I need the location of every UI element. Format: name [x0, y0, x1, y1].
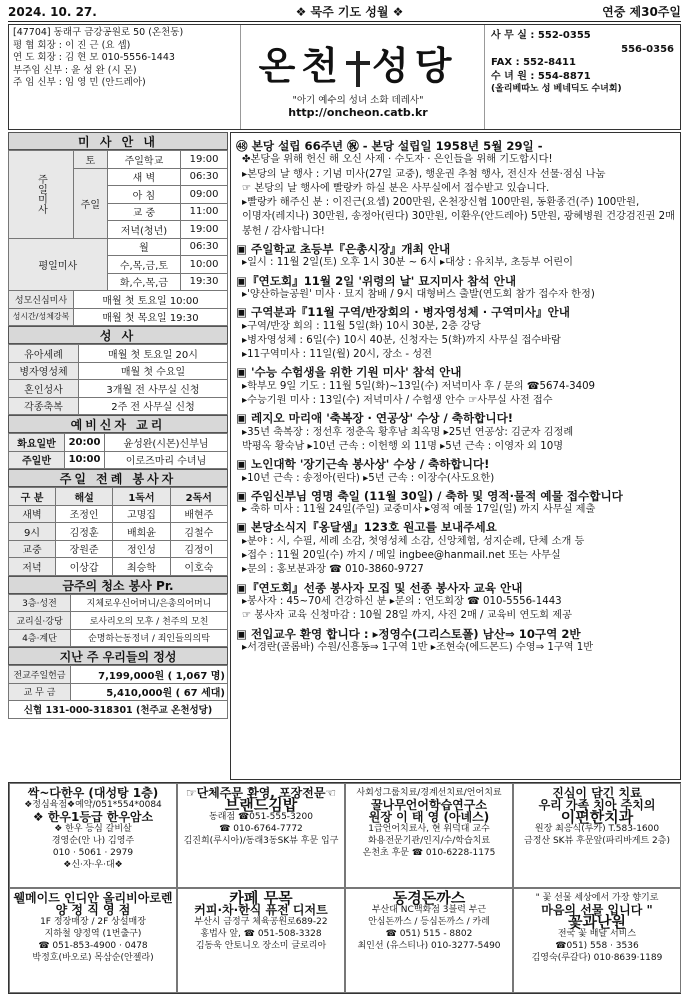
header: [8, 24, 681, 130]
ad-line: ☎ 051-853-4900 · 0478: [38, 941, 148, 951]
servers-header: 2독서: [170, 488, 227, 506]
servers-title: 주일 전례 봉사자: [8, 469, 228, 487]
parish-logo: [243, 25, 473, 129]
news-heading: ▣ 주일학교 초등부『은총시장』개최 안내: [236, 242, 451, 257]
class-time: 10:00: [65, 451, 105, 469]
news-line: ▸빨랑카 해주신 분 : 이진근(요셉) 200만원, 온천장신협 100만원, 동환종건(주) 100만원,: [242, 197, 640, 209]
news-line: ▸ 축하 미사 : 11월 24일(주일) 교중미사 ▸영적 예물 17일(일) 까지 사무실 제출: [242, 504, 596, 516]
ad-line: ❖ 한우1등급 한우암소: [32, 810, 154, 824]
servers-header: 구 분: [9, 488, 56, 506]
ad-line: ❖ 한우 등심 갈비살: [54, 824, 132, 834]
sacrament-title: 성 사: [8, 326, 228, 344]
sacrament-table: [8, 344, 228, 415]
advertisement: [177, 783, 345, 888]
mass-name: 교 중: [107, 203, 181, 221]
server-cell: 김정이: [170, 540, 227, 558]
contact-info: [484, 25, 680, 129]
mass-name: 화,수,목,금: [107, 273, 181, 291]
mass-time: 11:00: [181, 203, 228, 221]
offering-type: 전교주일헌금: [9, 666, 71, 684]
cleaning-table: [8, 594, 228, 648]
bank-account: 신협 131-000-318301 (천주교 온천성당): [9, 701, 228, 719]
left-column: [8, 132, 228, 780]
server-cell: 장원준: [55, 540, 112, 558]
servers-table: [8, 487, 228, 576]
catechism-title: 예비신자 교리: [8, 415, 228, 433]
server-cell: 새벽: [9, 505, 56, 523]
ad-line: 꽃과난원: [568, 913, 626, 931]
class-time: 20:00: [65, 434, 105, 452]
advertisement: [345, 888, 513, 993]
offering-title: 지난 주 우리들의 정성: [8, 647, 228, 665]
news-heading: ▣ 본당소식지『옹달샘』123호 원고를 보내주세요: [236, 520, 497, 535]
mass-group: 주일미사: [9, 151, 74, 239]
news-heading: ▣ 전입교우 환영 합니다 : ▸정영수(그리스토폴) 남산⇒ 10구역 2반: [236, 626, 581, 641]
server-cell: 교중: [9, 540, 56, 558]
adoration-time: 매월 첫 목요일 19:30: [74, 308, 228, 326]
ad-line: 웰메이드 인디안 올리비아로렌: [13, 891, 173, 905]
advertisement: [9, 888, 177, 993]
news-line: ▸문의 : 홍보분과장 ☎ 010-3860-9727: [242, 564, 424, 576]
clean-area: 3층·성전: [9, 594, 71, 612]
class-teacher: 이로즈마리 수녀님: [105, 451, 228, 469]
server-cell: 조정인: [55, 505, 112, 523]
server-cell: 이상갑: [55, 558, 112, 576]
mass-name: 월: [107, 238, 181, 256]
patron-saint: "아기 예수의 성녀 소화 데레사": [292, 95, 424, 106]
mass-group: 평일미사: [9, 238, 108, 291]
ads-area: [8, 782, 681, 994]
adoration-name: 성시간/성체강복: [9, 308, 74, 326]
mass-name: 새 벽: [107, 168, 181, 186]
ad-line: 안심돈까스 / 등심돈까스 / 카레: [368, 917, 490, 927]
news-line: ▸본당의 날 행사 : 기념 미사(27일 교중), 행운권 추첨 행사, 전신자 선물·점심 나눔: [242, 168, 606, 180]
news-heading: ▣ 주임신부님 영명 축일 (11월 30일) / 축하 및 영적·물적 예물 접수합니다: [236, 488, 623, 503]
ad-line: 지하철 양정역 (1번출구): [44, 929, 142, 939]
server-cell: 고명집: [113, 505, 170, 523]
servers-header: 1독서: [113, 488, 170, 506]
server-cell: 이호숙: [170, 558, 227, 576]
ad-line: 부산시 금정구 체육공원로689-22: [194, 917, 328, 927]
mass-title: 미 사 안 내: [8, 132, 228, 150]
server-cell: 정인성: [113, 540, 170, 558]
news-line: ▸수능기원 미사 : 13일(수) 저녁미사 / 수험생 안수 ☞사무실 사전 접수: [242, 395, 553, 407]
advertisement: [513, 783, 681, 888]
ad-line: 김진희(루시아)/동래3동SK뷰 후문 입구: [183, 836, 339, 846]
ad-line: 이편한치과: [560, 808, 634, 826]
clean-area: 4층·계단: [9, 629, 71, 647]
cross-icon: [344, 51, 372, 89]
ad-line: 원장 이 태 영 (아녜스): [368, 810, 490, 824]
ad-line: 브랜드김밥: [224, 796, 298, 814]
mass-name: 주일학교: [107, 151, 181, 169]
ad-line: 경영순(안 나) 김영주: [51, 836, 135, 846]
month-theme: ❖ 묵주 기도 성월 ❖: [295, 5, 404, 19]
advertisement: [513, 888, 681, 993]
mass-day: 주일: [74, 168, 108, 238]
info-line: [47704] 동래구 금강공원로 50 (온천동): [13, 27, 184, 38]
adoration-time: 매월 첫 토요일 10:00: [74, 291, 228, 309]
mass-name: 아 침: [107, 186, 181, 204]
news-line: ▸35년 축복장 : 정선후 정춘옥 황후남 최옥명 ▸25년 연공상: 김군자 김정례: [242, 426, 574, 438]
contact-line: FAX : 552-8411: [491, 57, 576, 68]
news-heading: ▣『연도회』선종 봉사자 모집 및 선종 봉사자 교육 안내: [236, 580, 523, 595]
logo-title: 온천: [258, 43, 344, 88]
ad-line: 1급언어치료사, 현 위덕대 교수: [368, 824, 490, 834]
clean-group: 순명하는동정녀 / 죄인들의의탁: [71, 629, 228, 647]
offering-type: 교 무 금: [9, 683, 71, 701]
sacrament-info: 2주 전 사무실 신청: [79, 397, 228, 415]
catechism-table: [8, 433, 228, 469]
ad-line: 김동욱 안토니오 장소미 글로리아: [195, 941, 327, 951]
ad-line: 화용전문기관/인지/수/학습치료: [367, 836, 491, 846]
ad-line: 사회성그룹치료/경계선치료/언어치료: [356, 788, 502, 798]
class-name: 주일반: [9, 451, 65, 469]
news-heading: ▣ 레지오 마리애 '축복장 · 연공상' 수상 / 축하합니다!: [236, 411, 514, 426]
news-line: ▸봉사자 : 45~70세 건강하신 분 ▸문의 : 연도회장 ☎ 010-5556-1443: [242, 595, 562, 607]
sacrament-name: 혼인성사: [9, 380, 79, 398]
news-line: 봉헌 / 감사합니다!: [242, 225, 325, 237]
ad-line: 온천초 후문 ☎ 010-6228-1175: [362, 848, 496, 858]
clean-area: 교리실·강당: [9, 612, 71, 630]
liturgical-week: 연중 제30주일: [602, 5, 681, 19]
news-line: ▸일시 : 11월 2일(토) 오후 1시 30분 ~ 6시 ▸대상 : 유치부, 초등부 어린이: [242, 257, 573, 269]
top-bar: [8, 2, 681, 22]
mass-day: 토: [74, 151, 108, 169]
news-line: ▸구역/반장 회의 : 11월 5일(화) 10시 30분, 2층 강당: [242, 320, 481, 332]
news-line: ▸서경란(골롬바) 수원/신흥동⇒ 1구역 1반 ▸조현숙(에드몬드) 수영⇒ 1구역 1반: [242, 641, 594, 653]
ad-line: 동경돈까스: [392, 889, 466, 907]
mass-time: 10:00: [181, 256, 228, 274]
news-heading: ▣ 구역분과『11월 구역/반장회의 · 병자영성체 · 구역미사』안내: [236, 305, 570, 320]
news-line: ▸분야 : 시, 수필, 세례 소감, 첫영성체 소감, 신앙체험, 성지순례, 단체 소개 등: [242, 535, 585, 547]
ad-line: 꿀나무언어학습연구소: [371, 798, 487, 812]
class-name: 화요일반: [9, 434, 65, 452]
sacrament-info: 3개월 전 사무실 신청: [79, 380, 228, 398]
ad-line: 금정산 SK뷰 후문앞(파리바게트 2층): [524, 836, 670, 846]
news-line: 이명자(레지나) 30만원, 송정아(린다) 30만원, 이환우(안드레아) 5만원, 광혜병원 건강검진권 2매: [242, 211, 675, 223]
ad-line: 전국 꽃 배달 서비스: [557, 929, 637, 939]
news-column: [230, 132, 681, 780]
server-cell: 김철수: [170, 523, 227, 541]
ad-line: ☎ 051) 515 - 8802: [385, 929, 473, 939]
ad-line: 싹~다한우 (대성탕 1층): [27, 786, 159, 800]
contact-line: 556-0356: [621, 43, 674, 55]
mass-time: 19:00: [181, 151, 228, 169]
adoration-name: 성모신심미사: [9, 291, 74, 309]
sacrament-info: 매월 첫 토요일 20시: [79, 345, 228, 363]
sacrament-name: 유아세례: [9, 345, 79, 363]
bulletin-date: 2024. 10. 27.: [8, 4, 97, 19]
ad-line: 010 · 5061 · 2979: [52, 848, 134, 858]
ad-line: 동래점 ☎051-555-3200: [209, 812, 313, 822]
ad-line: 카페 무목: [229, 889, 293, 907]
info-line: 부주임 신부 : 윤 성 완 (시 몬): [13, 64, 137, 76]
ad-line: ☎ 010-6764-7772: [219, 824, 303, 834]
server-cell: 9시: [9, 523, 56, 541]
clean-group: 로사리오의 모후 / 천주의 모친: [71, 612, 228, 630]
clean-group: 지체로우신어머니/은총의어머니: [71, 594, 228, 612]
mass-time: 19:00: [181, 221, 228, 239]
contact-line: (올리베따노 성 베네딕도 수녀회): [491, 84, 622, 94]
offering-amount: 5,410,000원 ( 67 세대): [71, 683, 228, 701]
ad-line: ☎051) 558 · 3536: [555, 941, 639, 951]
ad-line: 박정호(바오로) 목삼순(안젤라): [32, 953, 154, 963]
contact-line: 수 녀 원 : 554-8871: [491, 70, 591, 82]
advertisement: [345, 783, 513, 888]
news-line: ☞ 본당의 날 행사에 빨랑카 하실 분은 사무실에서 접수받고 있습니다.: [242, 182, 550, 194]
sacrament-info: 매월 첫 수요일: [79, 362, 228, 380]
news-line: ▸병자영성체 : 6일(수) 10시 40분, 신청자는 5(화)까지 사무실 접수바람: [242, 334, 561, 346]
logo-title-2: 성당: [372, 43, 458, 88]
ad-line: ❖신·자·우·대❖: [63, 860, 123, 870]
ad-line: 최인선 (유스티나) 010-3277-5490: [357, 941, 501, 951]
server-cell: 배희윤: [113, 523, 170, 541]
sacrament-name: 각종축복: [9, 397, 79, 415]
ad-line: " 꽃 선물 세상에서 가장 향기로: [535, 893, 659, 903]
mass-time: 06:30: [181, 168, 228, 186]
mass-time: 06:30: [181, 238, 228, 256]
news-line: ✤본당을 위해 헌신 해 오신 사제 · 수도자 · 은인들을 위해 기도합시다!: [242, 154, 553, 166]
server-cell: 최승학: [113, 558, 170, 576]
ad-line: 홍법사 앞, ☎ 051-508-3328: [200, 929, 322, 939]
news-line: ▸11구역미사 : 11일(월) 20시, 장소 - 성전: [242, 349, 432, 361]
offering-table: [8, 665, 228, 719]
news-line: 박평옥 황숙남 ▸10년 근속 : 이헌행 외 11명 ▸5년 근속 : 이영자 외 10명: [242, 440, 564, 452]
advertisement: [177, 888, 345, 993]
mass-time: 09:00: [181, 186, 228, 204]
news-line: ▸접수 : 11월 20일(수) 까지 / 메일 ingbee@hanmail.net 또는 사무실: [242, 550, 561, 562]
parish-info: [9, 25, 241, 129]
news-line: ▸'양산하늘공원' 미사 · 묘지 참배 / 9시 대형버스 출발(연도회 참가 접수자 한정): [242, 288, 595, 300]
offering-amount: 7,199,000원 ( 1,067 명): [71, 666, 228, 684]
news-heading: ▣ 노인대학 '장기근속 봉사상' 수상 / 축하합니다!: [236, 457, 490, 472]
ad-line: 커피·차·한식 퓨전 디저트: [194, 903, 328, 917]
ad-line: 1F 정장매장 / 2F 상설매장: [40, 917, 146, 927]
mass-table: [8, 150, 228, 326]
ad-line: 양 정 직 영 점: [55, 903, 131, 917]
contact-line: 사 무 실 : 552-0355: [491, 30, 591, 41]
website-link[interactable]: http://oncheon.catb.kr: [288, 106, 428, 119]
info-line: 평 협 회장 : 이 진 근 (요 셉): [13, 39, 131, 51]
class-teacher: 윤성완(시몬)신부님: [105, 434, 228, 452]
info-line: 연 도 회장 : 김 현 모 010-5556-1443: [13, 52, 175, 64]
server-cell: 배현주: [170, 505, 227, 523]
ad-line: 마음의 선물 입니다 ": [541, 903, 653, 917]
ad-line: 원장 최응식(루카) T.583-1600: [534, 824, 660, 834]
news-line: ▸학부모 9일 기도 : 11월 5일(화)~13일(수) 저녁미사 후 / 문의 ☎5674-3409: [242, 380, 596, 392]
ad-line: 우리 가족 치아 주치의: [538, 798, 656, 812]
cleaning-title: 금주의 청소 봉사 Pr.: [8, 576, 228, 594]
server-cell: 김정훈: [55, 523, 112, 541]
advertisement: [9, 783, 177, 888]
mass-name: 수,목,금,토: [107, 256, 181, 274]
news-heading: ▣ '수능 수험생을 위한 기원 미사' 참석 안내: [236, 365, 462, 380]
ad-line: 진심이 담긴 치료: [552, 786, 642, 800]
ad-line: ☞단체주문 환영, 포장전문☜: [185, 786, 337, 800]
sacrament-name: 병자영성체: [9, 362, 79, 380]
ad-line: 김영숙(루갈다) 010·8639·1189: [531, 953, 663, 963]
info-line: 주 임 신부 : 임 영 민 (안드레아): [13, 77, 146, 89]
news-heading: ㊽ 본당 설립 66주년 ㊗ - 본당 설립일 1958년 5월 29일 -: [236, 139, 543, 153]
server-cell: 저녁: [9, 558, 56, 576]
mass-time: 19:30: [181, 273, 228, 291]
news-line: ☞ 봉사자 교육 신청마감 : 10월 28일 까지, 사진 2매 / 교육비 연도회 제공: [242, 610, 572, 622]
mass-name: 저녁(청년): [107, 221, 181, 239]
news-heading: ▣『연도회』11월 2일 '위령의 날' 묘지미사 참석 안내: [236, 273, 517, 288]
servers-header: 해설: [55, 488, 112, 506]
ad-line: ❖정심육점❖예약/051*554*0084: [24, 800, 162, 810]
ad-line: 부산대 NC백화점 3블럭 부근: [371, 905, 487, 915]
news-line: ▸10년 근속 : 송정아(린다) ▸5년 근속 : 이장수(사도요한): [242, 472, 495, 484]
